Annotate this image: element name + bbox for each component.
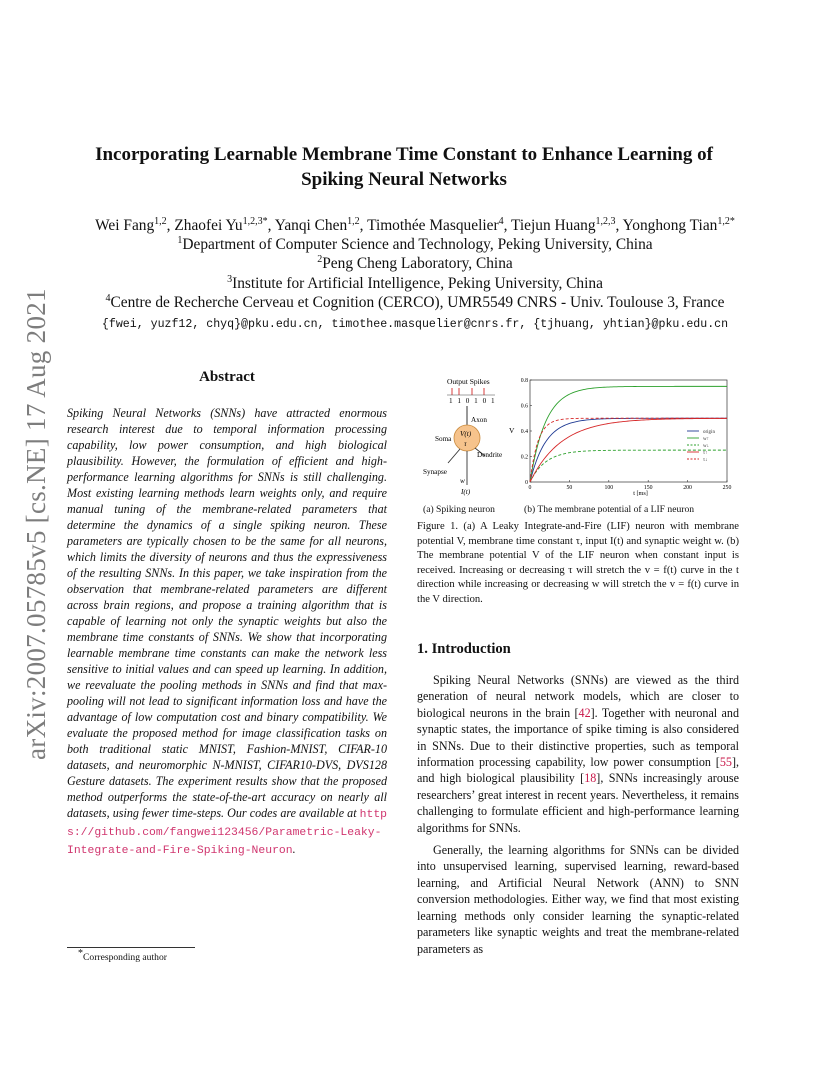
x-tick-label: 100 — [604, 485, 614, 491]
author-affiliation-mark: 1,2 — [154, 215, 167, 227]
x-tick-label: 150 — [643, 485, 653, 491]
title-line-2: Spiking Neural Networks — [301, 169, 507, 190]
author-affiliation-mark: 1,2,3 — [595, 215, 616, 227]
citation-link[interactable]: 42 — [578, 705, 591, 720]
legend-label: τ↑ — [703, 451, 708, 456]
arxiv-identifier: arXiv:2007.05785v5 [cs.NE] 17 Aug 2021 — [21, 288, 51, 760]
spike-arrows — [452, 388, 484, 395]
author-list: Wei Fang$^{1,2}$, Zhaofei $Yu^{1,2,3*}$, Yanqi Chen$^{1,2}$, Timothée Masquelier$^4$, Tiejun Huang$^{1,2,3}$, Yonghong Tian$^{1,2*}$ — [95, 215, 735, 234]
neuron-diagram — [423, 377, 502, 496]
author-name: Yanqi Chen — [274, 217, 348, 234]
spike-train: 1 1 0 1 0 1 — [449, 397, 497, 405]
weight-label: w — [460, 477, 465, 485]
figure-svg — [417, 370, 739, 518]
x-tick-label: 200 — [683, 485, 692, 491]
legend-label: τ↓ — [703, 458, 708, 463]
author-affiliation-mark: 4 — [498, 215, 504, 227]
footnote — [78, 947, 378, 963]
axon-label: Axon — [471, 416, 487, 424]
subcaption-b: (b) The membrane potential of a LIF neuron — [524, 504, 695, 515]
figure-1 — [417, 370, 739, 518]
synapse-label: Synapse — [423, 468, 447, 476]
x-tick-label: 0 — [528, 485, 532, 491]
abstract-body — [67, 405, 387, 859]
output-spikes-label: Output Spikes — [447, 377, 490, 386]
introduction-body — [417, 672, 739, 963]
author-affiliation-mark: 1,2 — [347, 215, 360, 227]
section-heading-introduction: 1. Introduction — [417, 641, 511, 657]
y-tick-label: 0.6 — [520, 403, 528, 410]
author-name: Yonghong Tian — [622, 217, 718, 234]
footnote-text: Corresponding author — [83, 952, 167, 963]
dendrite-label: Dendrite — [477, 451, 503, 459]
affiliation-3: $^3$Institute for Artificial Intelligence, Peking University, China — [227, 273, 603, 292]
y-tick-label: 0.8 — [520, 378, 528, 384]
author-affiliation-mark: 1,2* — [717, 215, 735, 227]
abstract-end-period: . — [292, 842, 296, 856]
affiliation-1: $^1$Department of Computer Science and Technology, Peking University, China — [177, 235, 653, 254]
membrane-potential-chart — [509, 378, 731, 497]
author-name: Tiejun Huang — [511, 217, 596, 234]
x-tick-label: 250 — [722, 485, 732, 491]
tau-label: τ — [464, 440, 467, 448]
figure-caption: Figure 1. (a) A Leaky Integrate-and-Fire (LIF) neuron with membrane potential V, membrane time constant τ, input I(t) and synaptic weight w. (b) The membrane potential V of the LIF neuron when constant input is received. Increasing or decreasing τ will stretch the v = f(t) curve in the t direction while increasing or decreasing w will stretch the v = f(t) curve in the V direction. — [417, 521, 739, 605]
soma-circle — [454, 425, 480, 451]
affiliation-2: $^2$Peng Cheng Laboratory, China — [317, 254, 513, 273]
x-axis-label: t [ms] — [633, 490, 648, 497]
author-affiliation-mark: 1,2,3* — [242, 215, 268, 227]
author-name: Wei Fang — [95, 217, 155, 234]
subcaption-a: (a) Spiking neuron — [423, 504, 495, 515]
x-tick-label: 50 — [566, 485, 573, 491]
footnote-rule — [67, 947, 195, 948]
y-tick-label: 0.4 — [520, 429, 528, 435]
author-emails: {fwei, yuzf12, chyq}@pku.edu.cn, timothee.masquelier@cnrs.fr, {tjhuang, yhtian}@pku.edu.cn — [101, 318, 729, 332]
series-line — [530, 386, 727, 482]
abstract-heading: Abstract — [199, 369, 255, 385]
citation-link[interactable]: 55 — [719, 755, 732, 770]
author-name: Timothée Masquelier — [367, 217, 499, 234]
input-label: I(t) — [461, 488, 471, 496]
title-line-1: Incorporating Learnable Membrane Time Constant to Enhance Learning of — [95, 144, 713, 165]
soma-label: Soma — [435, 435, 452, 443]
y-tick-label: 0 — [525, 480, 528, 486]
code-link[interactable]: https://github.com/fangwei123456/Parametric-Leaky-Integrate-and-Fire-Spiking-Neuron — [67, 809, 388, 857]
affiliation-4: $^4$Centre de Recherche Cerveau et Cognition (CERCO), UMR5549 CNRS - Univ. Toulouse 3, France — [105, 292, 725, 311]
author-block — [60, 216, 770, 334]
y-tick-label: 0.2 — [520, 454, 528, 461]
series-line — [530, 450, 727, 482]
citation-link[interactable]: 18 — [584, 771, 597, 786]
footnote-mark: * — [78, 947, 83, 959]
y-axis-label: V — [509, 426, 515, 435]
paper-title — [70, 142, 738, 192]
intro-paragraph-1: Spiking Neural Networks (SNNs) are viewed as the third generation of neural network models, which are closer to biological neurons in the brain [42]. Together with neuronal and synaptic states, the importance of spike timing is also considered in SNNs. Due to their distinctive properties, such as temporal information processing capability, low power consumption [55], and high biological plausibility [18], SNNs increasingly arouse researchers’ great interest in recent years. Nevertheless, it remains challenging to formulate efficient and high-performance learning algorithms for SNNs. — [417, 673, 739, 835]
legend-label: w↓ — [703, 444, 710, 449]
abstract-text: Spiking Neural Networks (SNNs) have attracted enormous research interest due to temporal information processing capability, low power consumption, and high biological plausibility. However, the formulation of efficient and high-performance learning algorithms for SNNs is still challenging. Most existing learning methods learn weights only, and require manual tuning of the membrane-related parameters that determine the dynamics of a single spiking neuron. These parameters are typically chosen to be the same for all neurons, which limits the diversity of neurons and thus the expressiveness of the resulting SNNs. In this paper, we take inspiration from the observation that membrane-related parameters are different across brain regions, and propose a training algorithm that is capable of learning not only the synaptic weights but also the membrane time constants of SNNs. We show that incorporating learnable membrane time constants can make the network less sensitive to initial values and can speed up learning. In addition, we reevaluate the pooling methods in SNNs and find that max-pooling will not lead to significant information loss and have the advantage of low computation cost and binary compatibility. We evaluate the proposed method for image classification tasks on both traditional static MNIST, Fashion-MNIST, CIFAR-10 datasets, and neuromorphic N-MNIST, CIFAR10-DVS, DVS128 Gesture datasets. The experiment results show that the proposed method outperforms the state-of-the-art accuracy on nearly all datasets, using fewer time-steps. Our codes are available at — [67, 406, 387, 820]
intro-paragraph-2: Generally, the learning algorithms for SNNs can be divided into unsupervised learning, supervised learning, reward-based learning, and Artificial Neural Network (ANN) to SNN conversion methodologies. Either way, we find that most existing learning methods only consider learning the synaptic-related parameters like synaptic weights and treat the membrane-related parameters as — [417, 843, 739, 956]
legend-label: w↑ — [703, 437, 710, 442]
legend-label: origin — [703, 430, 715, 435]
voltage-label: V(t) — [460, 430, 472, 438]
author-name: Zhaofei Yu — [174, 217, 243, 234]
